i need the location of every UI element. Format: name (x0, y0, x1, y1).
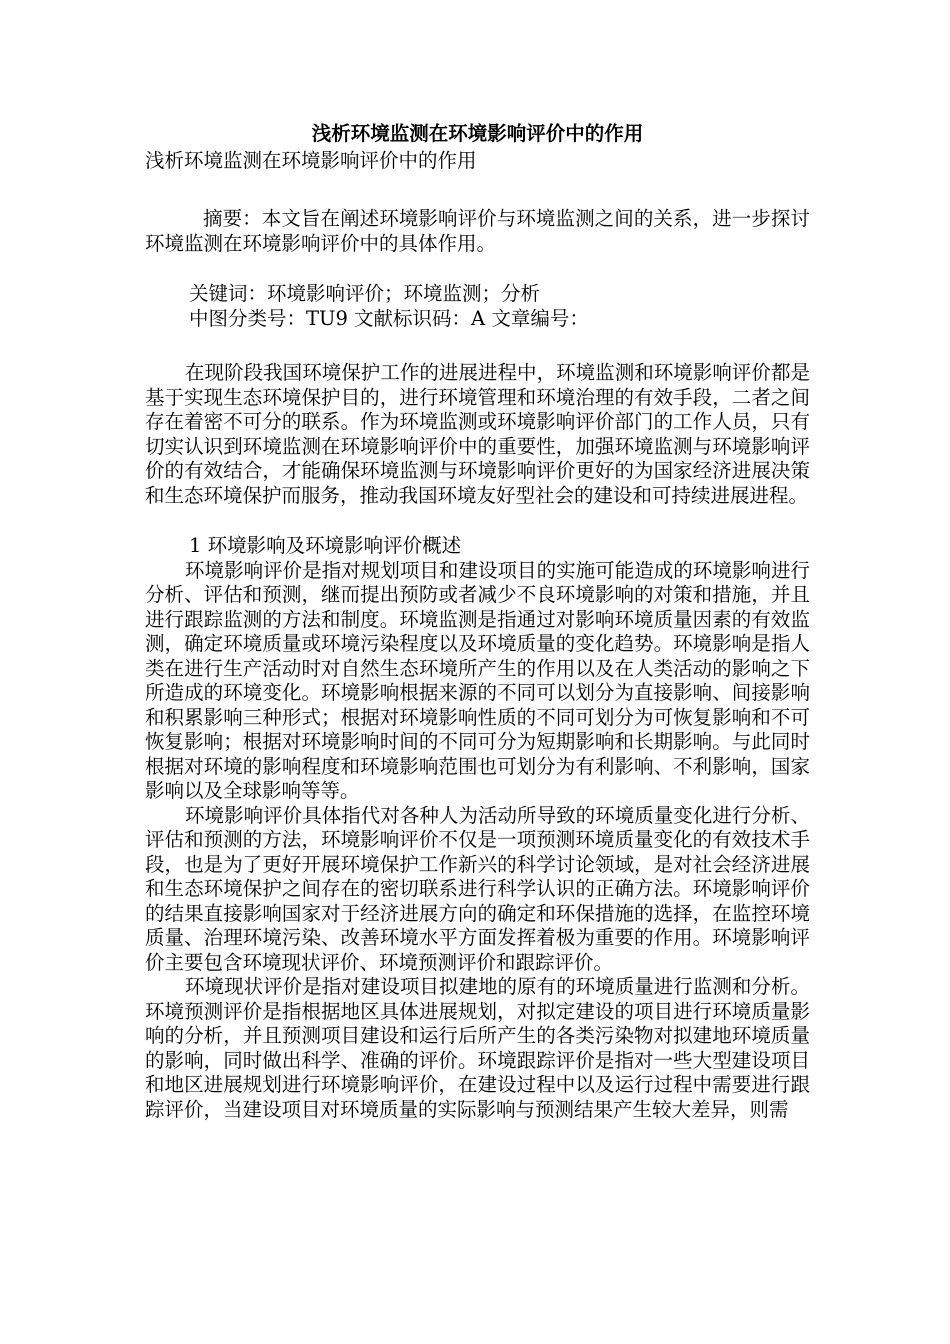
abstract-paragraph: 摘要：本文旨在阐述环境影响评价与环境监测之间的关系，进一步探讨环境监测在环境影响评价中的具体作用。 (145, 207, 810, 255)
document-subtitle: 浅析环境监测在环境影响评价中的作用 (145, 148, 477, 172)
document-title: 浅析环境监测在环境影响评价中的作用 (311, 122, 644, 145)
keywords-line: 关键词：环境影响评价；环境监测；分析 (189, 282, 541, 305)
section-heading: 1 环境影响及环境影响评价概述 (189, 534, 462, 557)
intro-paragraph: 在现阶段我国环境保护工作的进展进程中，环境监测和环境影响评价都是基于实现生态环境保护目的，进行环境管理和环境治理的有效手段，二者之间存在着密不可分的联系。作为环境监测或环境影响评价部门的工作人员，只有切实认识到环境监测在环境影响评价中的重要性，加强环境监测与环境影响评价的有效结合，才能确保环境监测与环境影响评价更好的为国家经济进展决策和生态环境保护而服务，推动我国环境友好型社会的建设和可持续进展进程。 (145, 361, 810, 507)
body-paragraph-1: 环境影响评价是指对规划项目和建设项目的实施可能造成的环境影响进行分析、评估和预测，继而提出预防或者减少不良环境影响的对策和措施，并且进行跟踪监测的方法和制度。环境监测是指通过对影响环境质量因素的有效监测，确定环境质量或环境污染程度以及环境质量的变化趋势。环境影响是指人类在进行生产活动时对自然生态环境所产生的作用以及在人类活动的影响之下所造成的环境变化。环境影响根据来源的不同可以划分为直接影响、间接影响和积累影响三种形式；根据对环境影响性质的不同可划分为可恢复影响和不可恢复影响；根据对环境影响时间的不同可分为短期影响和长期影响。与此同时根据对环境的影响程度和环境影响范围也可划分为有利影响、不利影响，国家影响以及全球影响等等。 (145, 558, 810, 802)
body-paragraph-2: 环境影响评价具体指代对各种人为活动所导致的环境质量变化进行分析、评估和预测的方法，环境影响评价不仅是一项预测环境质量变化的有效技术手段，也是为了更好开展环境保护工作新兴的科学讨论领域，是对社会经济进展和生态环境保护之间存在的密切联系进行科学认识的正确方法。环境影响评价的结果直接影响国家对于经济进展方向的确定和环保措施的选择，在监控环境质量、治理环境污染、改善环境水平方面发挥着极为重要的作用。环境影响评价主要包含环境现状评价、环境预测评价和跟踪评价。 (145, 803, 810, 974)
classification-line: 中图分类号：TU9 文献标识码：A 文章编号： (189, 306, 589, 330)
document-page (145, 122, 810, 1122)
body-paragraph-3: 环境现状评价是指对建设项目拟建地的原有的环境质量进行监测和分析。环境预测评价是指根据地区具体进展规划，对拟定建设的项目进行环境质量影响的分析，并且预测项目建设和运行后所产生的各类污染物对拟建地环境质量的影响，同时做出科学、准确的评价。环境跟踪评价是指对一些大型建设项目和地区进展规划进行环境影响评价，在建设过程中以及运行过程中需要进行跟踪评价，当建设项目对环境质量的实际影响与预测结果产生较大差异，则需 (145, 975, 810, 1121)
